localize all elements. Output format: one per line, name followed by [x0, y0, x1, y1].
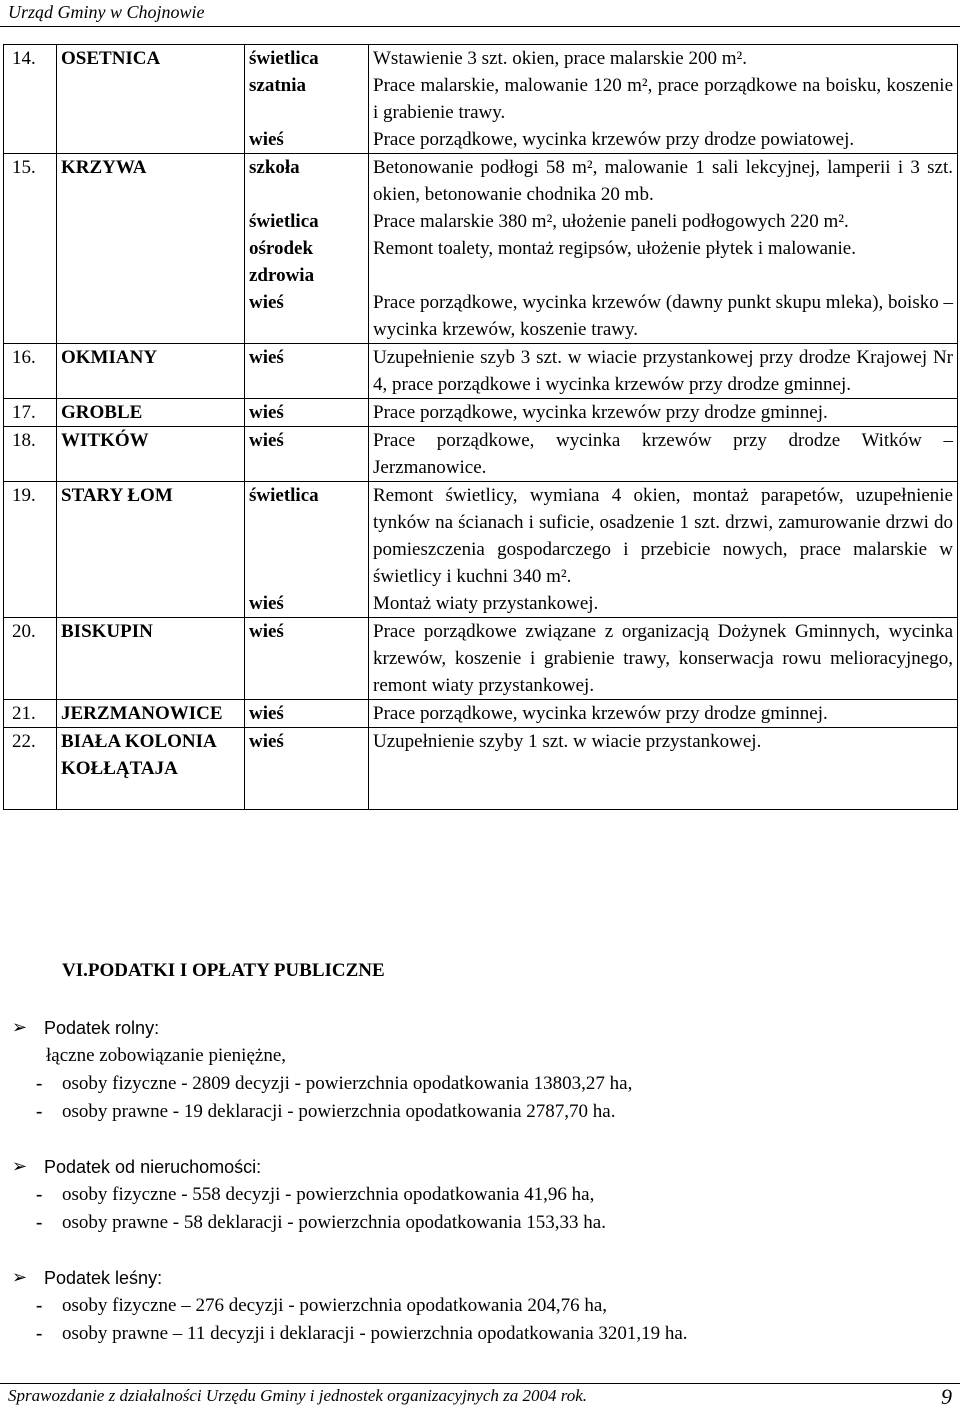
- works-table: [3, 44, 958, 810]
- village-name: [57, 590, 245, 618]
- table-row: [4, 126, 958, 154]
- dash-bullet: -: [36, 1101, 43, 1122]
- tax-name: Podatek rolny:: [44, 1018, 160, 1038]
- page-number: 9: [941, 1384, 952, 1409]
- list-item: [12, 1098, 632, 1126]
- village-name: KRZYWA: [57, 154, 245, 209]
- village-name: OSETNICA: [57, 45, 245, 73]
- table-row: [4, 700, 958, 728]
- arrow-bullet-icon: ➢: [12, 1267, 28, 1288]
- tax-heading: [12, 1014, 632, 1042]
- work-description: Wstawienie 3 szt. okien, prace malarskie 200 m².: [369, 45, 958, 73]
- object-name: świetlica: [245, 45, 369, 73]
- list-item-text: osoby fizyczne - 558 decyzji - powierzchnia opodatkowania 41,96 ha,: [62, 1184, 595, 1205]
- village-name: BIAŁA KOLONIA KOŁŁĄTAJA: [57, 728, 245, 810]
- row-number: 21.: [4, 700, 57, 728]
- work-description: Montaż wiaty przystankowej.: [369, 590, 958, 618]
- work-description: Prace porządkowe, wycinka krzewów przy drodze Witków – Jerzmanowice.: [369, 427, 958, 482]
- row-number: [4, 126, 57, 154]
- table-row: [4, 344, 958, 399]
- arrow-bullet-icon: ➢: [12, 1156, 28, 1177]
- village-name: OKMIANY: [57, 344, 245, 399]
- object-name: wieś: [245, 289, 369, 344]
- dash-bullet: -: [36, 1212, 43, 1233]
- object-name: szatnia: [245, 72, 369, 126]
- dash-bullet: -: [36, 1073, 43, 1094]
- village-name: [57, 126, 245, 154]
- table-row: [4, 482, 958, 591]
- work-description: Uzupełnienie szyb 3 szt. w wiacie przystankowej przy drodze Krajowej Nr 4, prace porządkowe i wycinka krzewów przy drodze gminnej.: [369, 344, 958, 399]
- header-rule: [0, 26, 960, 27]
- table-row: [4, 728, 958, 810]
- list-item: [12, 1209, 606, 1237]
- table-row: [4, 618, 958, 700]
- work-description: Prace porządkowe, wycinka krzewów przy drodze gminnej.: [369, 700, 958, 728]
- object-name: wieś: [245, 344, 369, 399]
- table-row: [4, 427, 958, 482]
- row-number: [4, 590, 57, 618]
- table-row: [4, 399, 958, 427]
- table-row: [4, 45, 958, 73]
- village-name: WITKÓW: [57, 427, 245, 482]
- work-description: Prace porządkowe związane z organizacją Dożynek Gminnych, wycinka krzewów, koszenie i grabienie trawy, konserwacja rowu melioracyjnego, remont wiaty przystankowej.: [369, 618, 958, 700]
- list-item: [12, 1292, 688, 1320]
- row-number: [4, 235, 57, 289]
- row-number: 17.: [4, 399, 57, 427]
- tax-subtitle: łączne zobowiązanie pieniężne,: [46, 1045, 286, 1066]
- row-number: 15.: [4, 154, 57, 209]
- object-name: świetlica: [245, 208, 369, 235]
- tax-name: Podatek od nieruchomości:: [44, 1157, 262, 1177]
- row-number: 19.: [4, 482, 57, 591]
- table-row: [4, 289, 958, 344]
- dash-bullet: -: [36, 1295, 43, 1316]
- arrow-bullet-icon: ➢: [12, 1017, 28, 1038]
- village-name: [57, 208, 245, 235]
- object-name: wieś: [245, 700, 369, 728]
- table-row: [4, 72, 958, 126]
- work-description: Prace porządkowe, wycinka krzewów przy drodze gminnej.: [369, 399, 958, 427]
- work-description: Remont toalety, montaż regipsów, ułożenie płytek i malowanie.: [369, 235, 958, 289]
- object-name: wieś: [245, 427, 369, 482]
- dash-bullet: -: [36, 1323, 43, 1344]
- list-item: [12, 1070, 632, 1098]
- tax-name: Podatek leśny:: [44, 1268, 163, 1288]
- object-name: wieś: [245, 399, 369, 427]
- work-description: Uzupełnienie szyby 1 szt. w wiacie przystankowej.: [369, 728, 958, 810]
- table-row: [4, 590, 958, 618]
- object-name: wieś: [245, 618, 369, 700]
- object-name: wieś: [245, 590, 369, 618]
- list-item-text: osoby prawne - 19 deklaracji - powierzchnia opodatkowania 2787,70 ha.: [62, 1101, 616, 1122]
- table-row: [4, 208, 958, 235]
- list-item: [12, 1320, 688, 1348]
- village-name: BISKUPIN: [57, 618, 245, 700]
- row-number: 20.: [4, 618, 57, 700]
- row-number: [4, 208, 57, 235]
- village-name: [57, 289, 245, 344]
- tax-agricultural: [12, 1014, 632, 1126]
- tax-heading: [12, 1153, 606, 1181]
- work-description: Remont świetlicy, wymiana 4 okien, montaż parapetów, uzupełnienie tynków na ścianach i suficie, osadzenie 1 szt. drzwi, zamurowanie drzwi do pomieszczenia gospodarczego i przebicie nowych, prace malarskie w świetlicy i kuchni 340 m².: [369, 482, 958, 591]
- table-row: [4, 235, 958, 289]
- village-name: GROBLE: [57, 399, 245, 427]
- list-item-text: osoby prawne - 58 deklaracji - powierzchnia opodatkowania 153,33 ha.: [62, 1212, 606, 1233]
- row-number: 14.: [4, 45, 57, 73]
- row-number: 22.: [4, 728, 57, 810]
- footer-rule: [0, 1383, 960, 1384]
- row-number: [4, 289, 57, 344]
- running-header: Urząd Gminy w Chojnowie: [8, 2, 205, 22]
- table-row: [4, 154, 958, 209]
- list-item: [12, 1181, 606, 1209]
- dash-bullet: -: [36, 1184, 43, 1205]
- object-name: wieś: [245, 126, 369, 154]
- row-number: 16.: [4, 344, 57, 399]
- list-item-text: osoby prawne – 11 decyzji i deklaracji - powierzchnia opodatkowania 3201,19 ha.: [62, 1323, 688, 1344]
- list-item-text: osoby fizyczne – 276 decyzji - powierzchnia opodatkowania 204,76 ha,: [62, 1295, 608, 1316]
- work-description: Prace malarskie 380 m², ułożenie paneli podłogowych 220 m².: [369, 208, 958, 235]
- work-description: Prace porządkowe, wycinka krzewów przy drodze powiatowej.: [369, 126, 958, 154]
- object-name: wieś: [245, 728, 369, 810]
- work-description: Prace porządkowe, wycinka krzewów (dawny punkt skupu mleka), boisko – wycinka krzewów, koszenie trawy.: [369, 289, 958, 344]
- row-number: [4, 72, 57, 126]
- work-description: Betonowanie podłogi 58 m², malowanie 1 sali lekcyjnej, lamperii i 3 szt. okien, betonowanie chodnika 20 mb.: [369, 154, 958, 209]
- object-name: szkoła: [245, 154, 369, 209]
- list-item-text: osoby fizyczne - 2809 decyzji - powierzchnia opodatkowania 13803,27 ha,: [62, 1073, 633, 1094]
- section-title: VI.PODATKI I OPŁATY PUBLICZNE: [62, 960, 385, 981]
- village-name: STARY ŁOM: [57, 482, 245, 591]
- row-number: 18.: [4, 427, 57, 482]
- tax-heading: [12, 1264, 688, 1292]
- village-name: [57, 235, 245, 289]
- object-name: świetlica: [245, 482, 369, 591]
- footer-text: Sprawozdanie z działalności Urzędu Gminy i jednostek organizacyjnych za 2004 rok.: [8, 1386, 588, 1405]
- village-name: JERZMANOWICE: [57, 700, 245, 728]
- tax-forest: [12, 1264, 688, 1348]
- village-name: [57, 72, 245, 126]
- object-name: ośrodek zdrowia: [245, 235, 369, 289]
- work-description: Prace malarskie, malowanie 120 m², prace porządkowe na boisku, koszenie i grabienie trawy.: [369, 72, 958, 126]
- tax-property: [12, 1153, 606, 1237]
